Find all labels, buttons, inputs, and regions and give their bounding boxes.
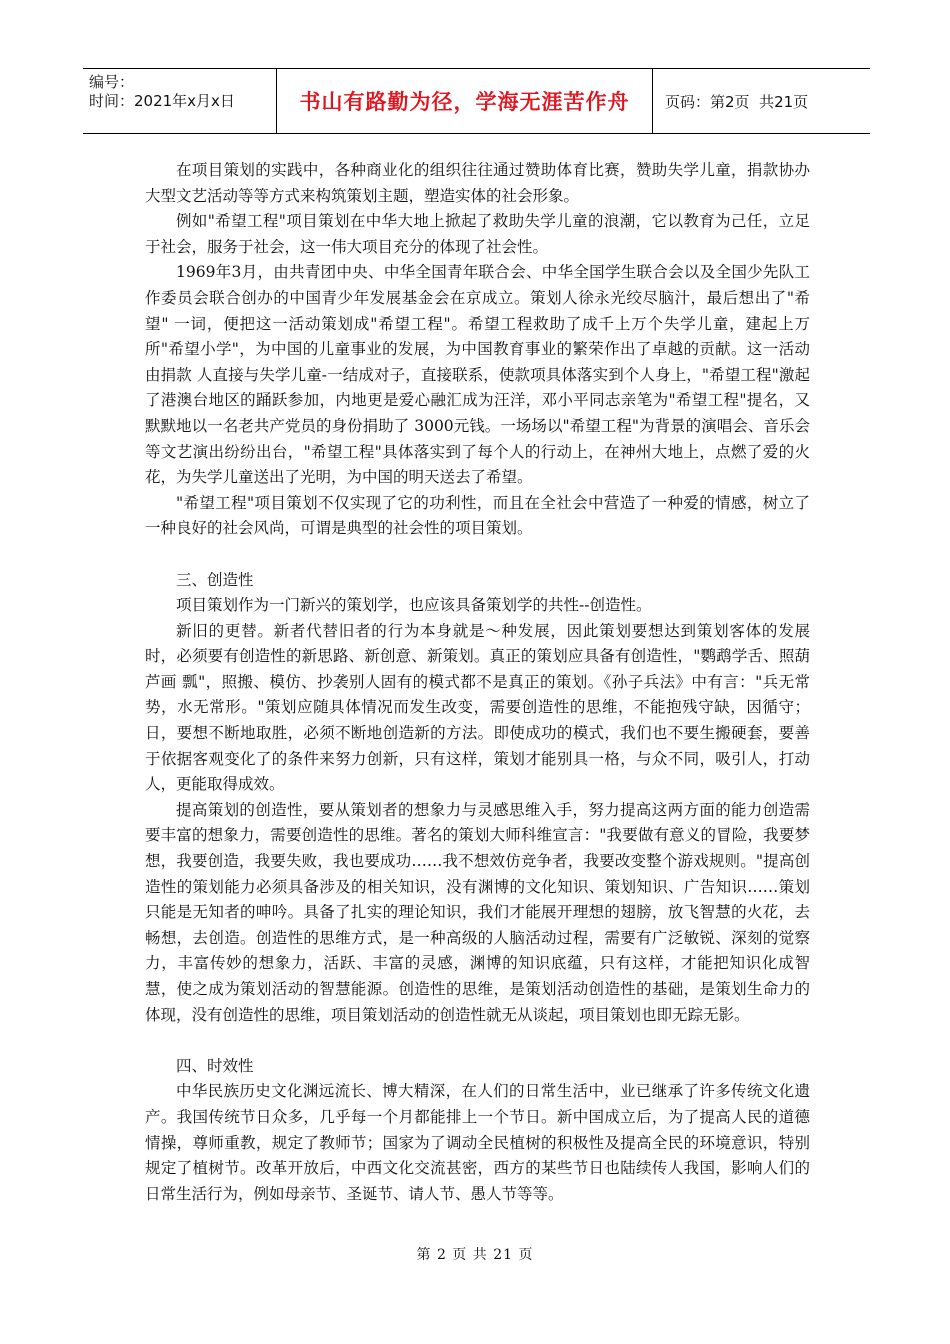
document-date: 时间：2021年x月x日 [89,92,235,110]
header-motto [277,69,653,133]
page-header [83,68,870,134]
motto-text: 书山有路勤为径，学海无涯苦作舟 [299,90,630,114]
paragraph: 提高策划的创造性，要从策划者的想象力与灵感思维入手，努力提高这两方面的能力创造需要丰富的想象力，需要创造性的思维。著名的策划大师科维宣言："我要做有意义的冒险，我要梦想，我要创造，我要失败，我也要成功……我不想效仿竞争者，我要改变整个游戏规则。"提高创造性的策划能力必须具备涉及的相关知识，没有渊博的文化知识、策划知识、广告知识……策划只能是无知者的呻吟。具备了扎实的理论知识，我们才能展开理想的翅膀，放飞智慧的火花，去畅想，去创造。创造性的思维方式，是一种高级的人脑活动过程，需要有广泛敏锐、深刻的觉察力，丰富传妙的想象力，活跃、丰富的灵感，渊博的知识底蕴，只有这样，才能把知识化成智慧，使之成为策划活动的智慧能源。创造性的思维，是策划活动创造性的基础，是策划生命力的体现，没有创造性的思维，项目策划活动的创造性就无从谈起，项目策划也即无踪无影。 [145,800,810,1024]
paragraph: 在项目策划的实践中，各种商业化的组织往往通过赞助体育比赛，赞助失学儿童，捐款协办大型文艺活动等等方式来构筑策划主题，塑造实体的社会形象。 [145,161,810,205]
footer-page-number: 第 2 页 共 21 页 [416,1247,534,1263]
header-meta [83,69,277,133]
section-heading-timeliness: 四、时效性 [176,1056,254,1075]
paragraph: 例如"希望工程"项目策划在中华大地上掀起了救助失学儿童的浪潮，它以教育为己任，立足于社会，服务于社会，这一伟大项目充分的体现了社会性。 [145,212,810,256]
document-body [145,158,810,1207]
paragraph: 项目策划作为一门新兴的策划学，也应该具备策划学的共性--创造性。 [176,596,652,615]
header-page-info [653,69,870,133]
paragraph: 1969年3月，由共青团中央、中华全国青年联合会、中华全国学生联合会以及全国少先队工作委员会联合创办的中国青少年发展基金会在京成立。策划人徐永光绞尽脑汁，最后想出了"希望" 一词，便把这一活动策划成"希望工程"。希望工程救助了成千上万个失学儿童，建起上万所"希望小学"，为中国的儿童事业的发展，为中国教育事业的繁荣作出了卓越的贡献。这一活动由捐款 人直接与失学儿童-一结成对子，直接联系，使款项具体落实到个人身上，"希望工程"激起了港澳台地区的踊跃参加，内地更是爱心融汇成为汪洋，邓小平同志亲笔为"希望工程"提名，又默默地以一名老共产党员的身份捐助了 3000元钱。一场场以"希望工程"为背景的演唱会、音乐会等文艺演出纷纷出台，"希望工程"具体落实到了每个人的行动上，在神州大地上，点燃了爱的火花，为失学儿童送出了光明，为中国的明天送去了希望。 [145,263,810,487]
paragraph: 中华民族历史文化渊远流长、博大精深，在人们的日常生活中，业已继承了许多传统文化遗产。我国传统节日众多，几乎每一个月都能排上一个节日。新中国成立后，为了提高人民的道德情操，尊师重教，规定了教师节；国家为了调动全民植树的积极性及提高全民的环境意识，特别规定了植树节。改革开放后，中西文化交流甚密，西方的某些节日也陆续传人我国，影响人们的日常生活行为，例如母亲节、圣诞节、请人节、愚人节等等。 [145,1082,810,1203]
page-info-text: 页码：第2页 共21页 [665,92,809,111]
page-footer [0,1244,950,1264]
document-number-label: 编号： [89,73,135,91]
section-heading-creativity: 三、创造性 [176,570,254,589]
paragraph: "希望工程"项目策划不仅实现了它的功利性，而且在全社会中营造了一种爱的情感，树立了一种良好的社会风尚，可谓是典型的社会性的项目策划。 [145,493,810,538]
paragraph: 新旧的更替。新者代替旧者的行为本身就是～种发展，因此策划要想达到策划客体的发展时，必须要有创造性的新思路、新创意、新策划。真正的策划应具备有创造性，"鹦鹉学舌、照葫芦画 瓢"，照搬、模仿、抄袭别人固有的模式都不是真正的策划。《孙子兵法》中有言："兵无常势，水无常形。"策划应随具体情况而发生改变，需要创造性的思维，不能抱残守缺，因循守；日，要想不断地取胜，必须不断地创造新的方法。即使成功的模式，我们也不要生搬硬套，要善于依据客观变化了的条件来努力创新，只有这样，策划才能别具一格，与众不同，吸引人，打动人，更能取得成效。 [145,621,810,794]
